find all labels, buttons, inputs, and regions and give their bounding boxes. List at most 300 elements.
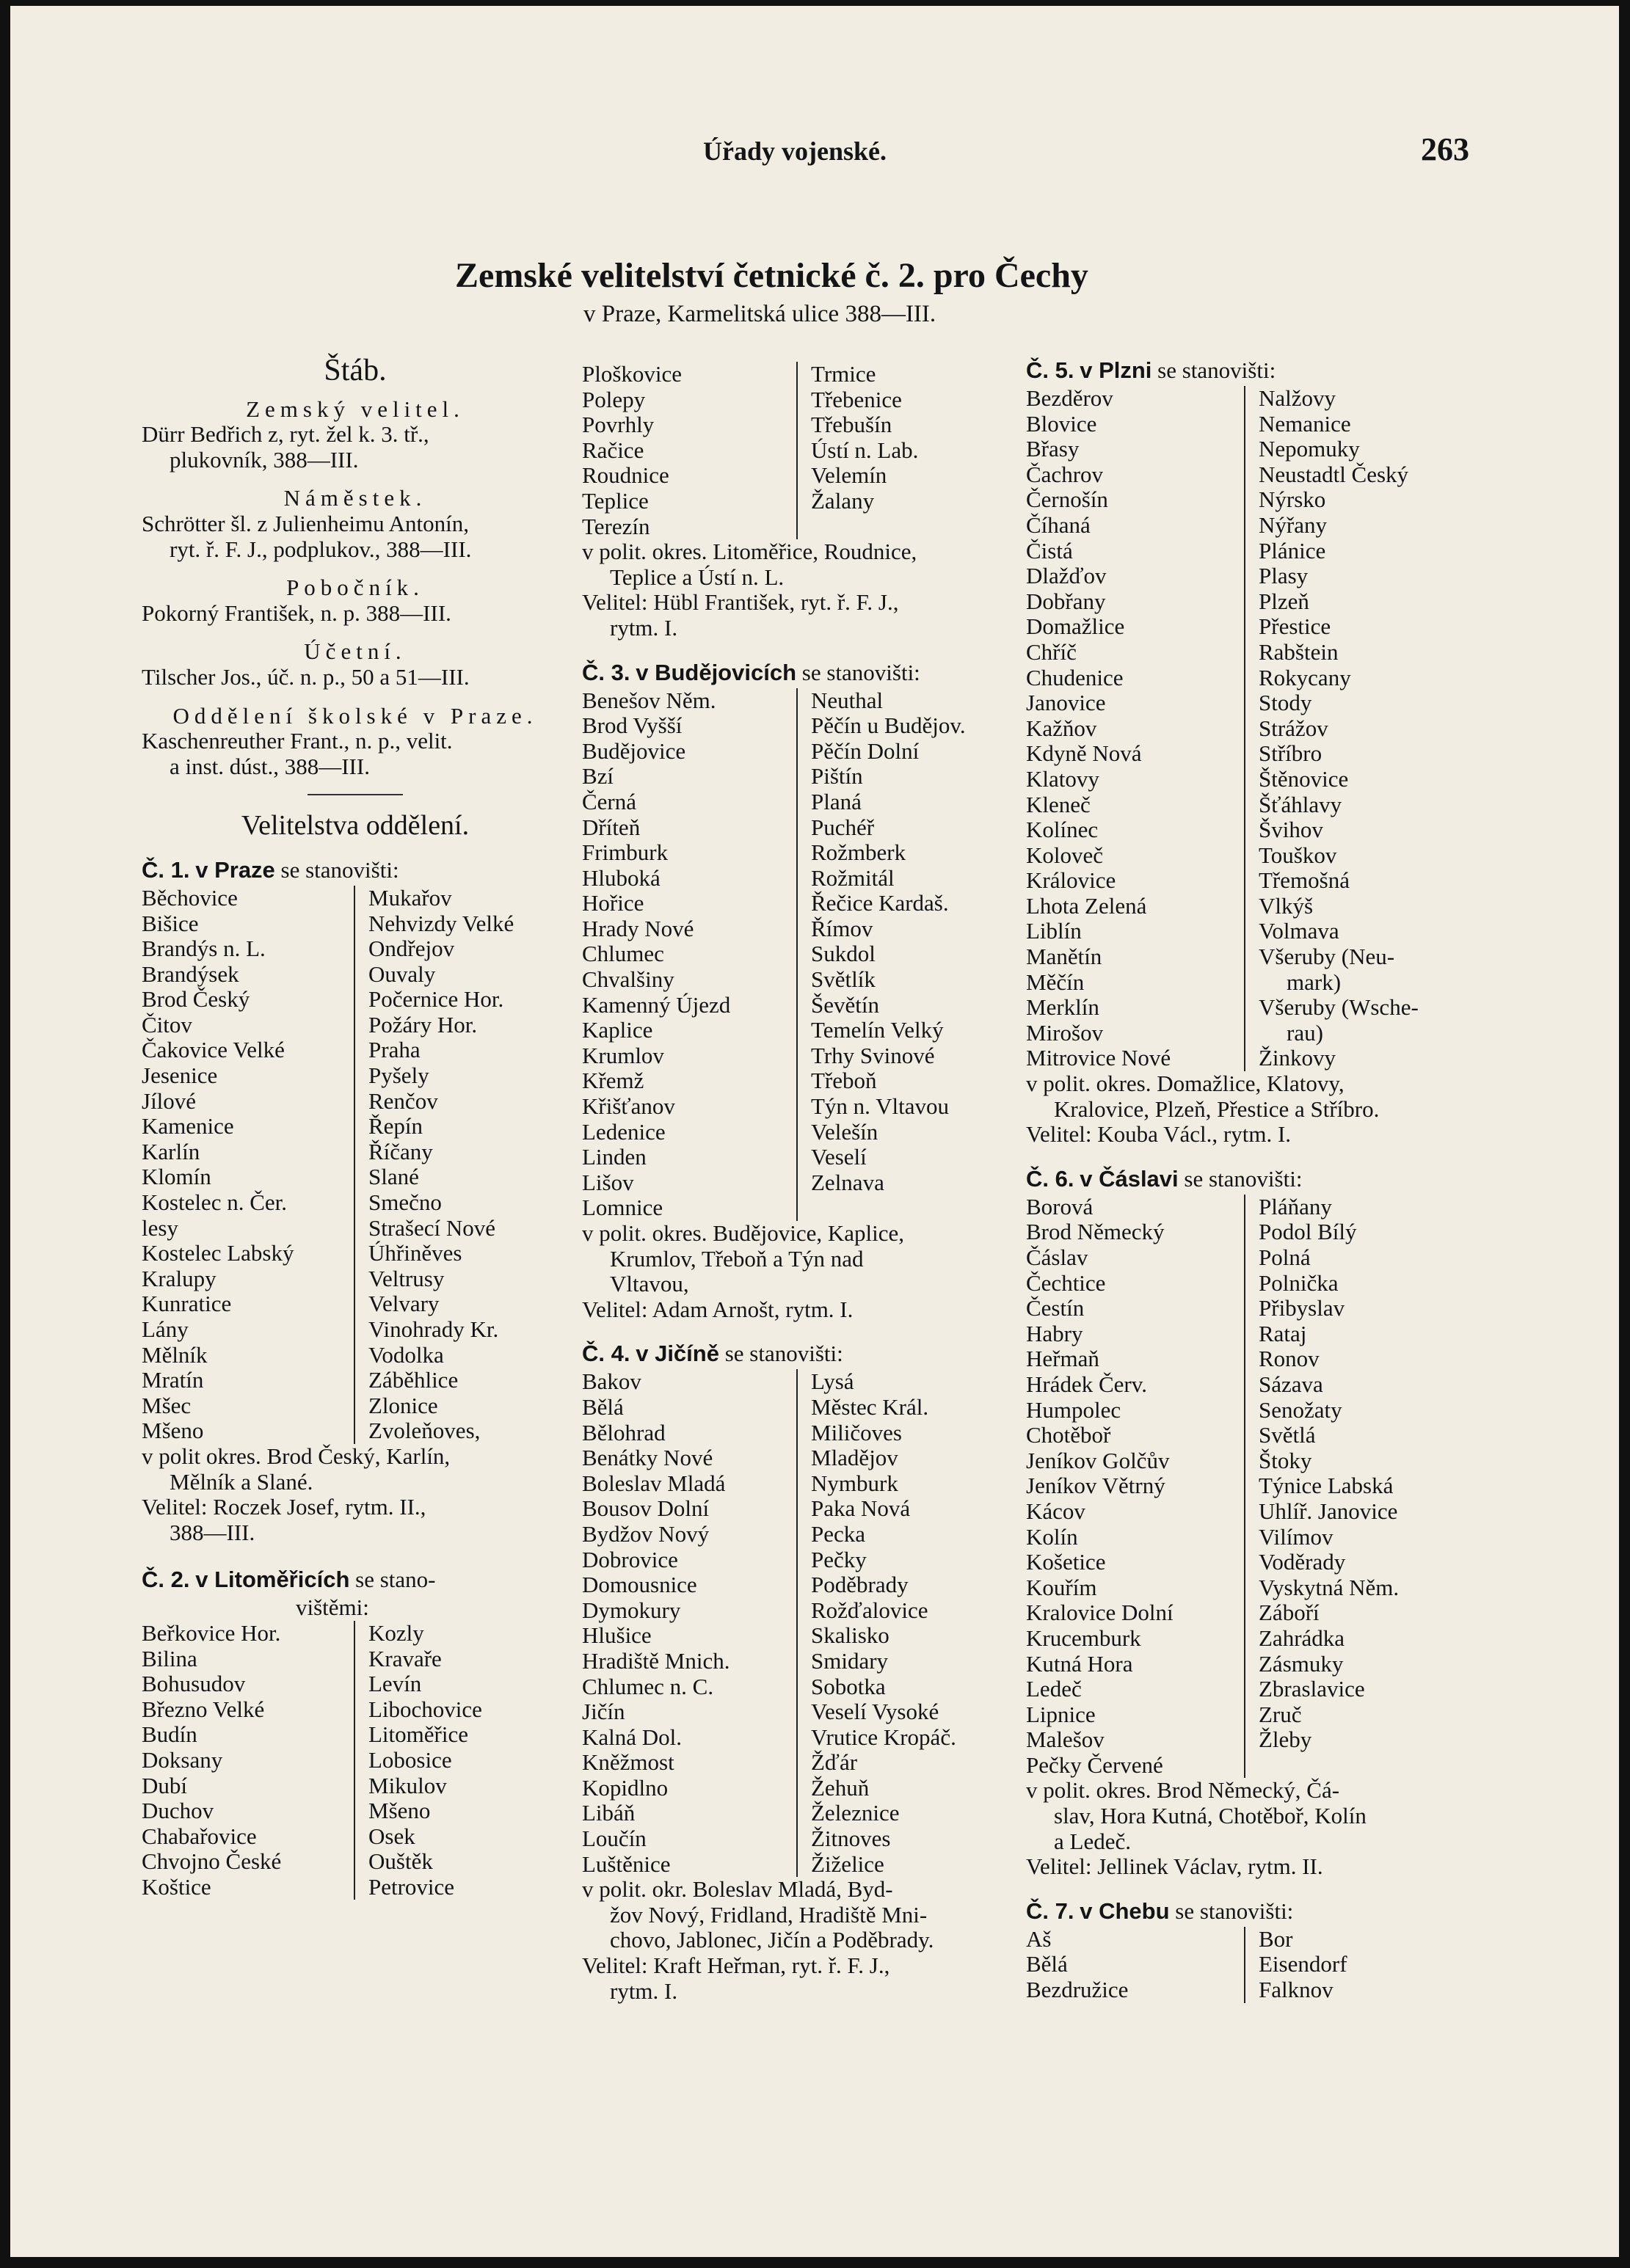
station-item: Pečky Červené <box>1026 1751 1163 1778</box>
station-item: Karlín <box>142 1138 200 1164</box>
section-1-list <box>142 886 569 1444</box>
station-item: Podol Bílý <box>1259 1219 1357 1245</box>
station-item: Hrádek Červ. <box>1026 1371 1147 1397</box>
station-item: mark) <box>1287 969 1342 995</box>
station-item: Bakov <box>582 1368 641 1395</box>
station-item: Uhlíř. Janovice <box>1259 1498 1398 1524</box>
note-line: Velitel: Kouba Václ., rytm. I. <box>1026 1121 1292 1148</box>
note-line: Krumlov, Třeboň a Týn nad <box>610 1245 864 1272</box>
station-item: Dříteň <box>582 814 641 840</box>
station-item: Kravaře <box>368 1645 442 1671</box>
station-item: Mikulov <box>368 1772 447 1798</box>
station-item: Pěčín Dolní <box>811 737 920 764</box>
station-item: Nehvizdy Velké <box>368 910 514 936</box>
station-item: Čachrov <box>1026 461 1104 487</box>
deputy-role: Náměstek. <box>283 485 427 511</box>
school-line: Kaschenreuther Frant., n. p., velit. <box>142 728 453 754</box>
station-item: Veselí <box>811 1144 867 1170</box>
deputy-line: ryt. ř. F. J., podplukov., 388—III. <box>170 536 472 562</box>
station-item: Ouštěk <box>368 1848 433 1875</box>
station-item: Počernice Hor. <box>368 986 504 1013</box>
station-item: Senožaty <box>1259 1396 1342 1423</box>
station-item: Benešov Něm. <box>582 687 716 713</box>
station-item: Velemín <box>811 462 887 489</box>
station-item: Žiželice <box>811 1851 884 1877</box>
station-item: Koloveč <box>1026 842 1104 868</box>
station-item: Blovice <box>1026 410 1097 437</box>
station-item: Budín <box>142 1721 197 1748</box>
station-item: Neustadtl Český <box>1259 461 1409 487</box>
station-item: Praha <box>368 1037 421 1063</box>
station-item: Křemž <box>582 1068 644 1094</box>
note-line: chovo, Jablonec, Jičín a Poděbrady. <box>610 1927 934 1953</box>
station-item: Žďár <box>811 1749 858 1776</box>
note-line: Velitel: Roczek Josef, rytm. II., <box>142 1494 426 1520</box>
station-item: Běchovice <box>142 884 238 911</box>
station-item: Teplice <box>582 487 649 514</box>
column-2 <box>582 362 1014 2004</box>
station-item: Rožmitál <box>811 864 895 891</box>
station-item: Libáň <box>582 1800 636 1826</box>
station-item: Dlažďov <box>1026 563 1107 589</box>
station-item: Třemošná <box>1259 867 1350 894</box>
station-item: Mladějov <box>811 1445 898 1471</box>
station-item: Liblín <box>1026 918 1082 944</box>
station-item: Bezděrov <box>1026 385 1113 411</box>
section-3-list <box>582 688 1014 1221</box>
station-item: Ševětín <box>811 991 879 1018</box>
commander-line: Dürr Bedřich z, ryt. žel k. 3. tř., <box>142 421 429 448</box>
station-item: Přestice <box>1259 613 1331 640</box>
station-item: Bezdružice <box>1026 1977 1129 2003</box>
station-item: Mšeno <box>368 1798 431 1824</box>
station-item: Štoky <box>1259 1447 1312 1473</box>
note-line: slav, Hora Kutná, Chotěboř, Kolín <box>1054 1803 1367 1829</box>
running-head: Úřady vojenské. <box>703 136 887 166</box>
station-item: Žitnoves <box>811 1826 891 1852</box>
station-item: Lobosice <box>368 1746 452 1773</box>
station-item: Chlumec n. C. <box>582 1673 714 1699</box>
station-item: Ploškovice <box>582 361 683 387</box>
station-item: Renčov <box>368 1087 438 1114</box>
station-item: Osek <box>368 1823 415 1849</box>
section-2-list <box>142 1621 569 1900</box>
station-item: Paka Nová <box>811 1495 911 1522</box>
station-item: Pecka <box>811 1520 866 1547</box>
station-item: Čáslav <box>1026 1244 1088 1270</box>
station-item: Mukařov <box>368 884 452 911</box>
station-item: Kamenný Újezd <box>582 991 731 1018</box>
station-item: Kdyně Nová <box>1026 740 1142 767</box>
section-7-list <box>1026 1927 1465 2003</box>
station-item: Brod Vyšší <box>582 712 683 739</box>
station-item: Kažňov <box>1026 715 1097 741</box>
station-item: Račice <box>582 437 644 463</box>
station-item: Vinohrady Kr. <box>368 1316 499 1342</box>
station-item: Měčín <box>1026 969 1085 995</box>
station-item: Petrovice <box>368 1873 455 1900</box>
departments-heading: Velitelstva oddělení. <box>241 810 470 842</box>
note-line: Velitel: Kraft Heřman, ryt. ř. F. J., <box>582 1952 890 1979</box>
station-item: Ústí n. Lab. <box>811 437 919 463</box>
station-item: Polnička <box>1259 1269 1339 1296</box>
station-item: Vodolka <box>368 1341 444 1368</box>
station-item: Jílové <box>142 1087 197 1114</box>
station-item: Borová <box>1026 1193 1094 1219</box>
station-item: Záboří <box>1259 1600 1320 1626</box>
station-item: Chudenice <box>1026 664 1124 690</box>
station-item: Krucemburk <box>1026 1625 1141 1651</box>
commander-role: Zemský velitel. <box>246 395 465 422</box>
note-line: Vltavou, <box>610 1271 689 1297</box>
station-item: Budějovice <box>582 737 686 764</box>
section-4-heading: Č. 4. v Jičíně se stanovišti: <box>582 1341 843 1367</box>
station-item: Velvary <box>368 1291 440 1317</box>
note-line: rytm. I. <box>610 614 678 641</box>
station-item: Mratín <box>142 1367 204 1393</box>
note-line: Teplice a Ústí n. L. <box>610 564 785 590</box>
station-item: Koštice <box>142 1873 211 1900</box>
station-item: Lysá <box>811 1368 854 1395</box>
divider <box>308 794 403 795</box>
station-item: Nýřany <box>1259 511 1327 538</box>
station-item: Zruč <box>1259 1701 1302 1727</box>
station-item: Pištín <box>811 763 863 790</box>
station-item: Polepy <box>582 386 646 412</box>
station-item: Temelín Velký <box>811 1017 944 1043</box>
station-item: Kutná Hora <box>1026 1650 1133 1677</box>
station-item: Jičín <box>582 1699 625 1725</box>
station-item: Zlonice <box>368 1392 438 1418</box>
station-item: Doksany <box>142 1746 223 1773</box>
section-2-heading: Č. 2. v Litoměřicích se stano- <box>142 1567 436 1593</box>
station-item: Hrady Nové <box>582 915 694 941</box>
station-item: Šťáhlavy <box>1259 791 1342 817</box>
station-item: Zvoleňoves, <box>368 1418 481 1444</box>
station-item: Bišice <box>142 910 199 936</box>
station-item: Sázava <box>1259 1371 1323 1397</box>
station-item: Klomín <box>142 1164 211 1190</box>
station-item: Janovice <box>1026 690 1106 716</box>
station-item: Terezín <box>582 513 650 539</box>
adjutant-line: Pokorný František, n. p. 388—III. <box>142 599 451 626</box>
note-line: v polit. okres. Litoměřice, Roudnice, <box>582 539 917 565</box>
station-item: Bor <box>1259 1925 1293 1952</box>
station-item: Smečno <box>368 1189 442 1216</box>
station-item: Povrhly <box>582 412 655 438</box>
station-item: Chvojno České <box>142 1848 282 1875</box>
station-item: Polná <box>1259 1244 1311 1270</box>
station-item: Kunratice <box>142 1291 232 1317</box>
note-line: v polit. okres. Brod Německý, Čá- <box>1026 1777 1340 1804</box>
station-item: Sukdol <box>811 941 876 967</box>
section-3-heading: Č. 3. v Budějovicích se stanovišti: <box>582 659 920 685</box>
note-line: Velitel: Adam Arnošt, rytm. I. <box>582 1296 854 1322</box>
station-item: Plánice <box>1259 537 1326 564</box>
station-item: Vrutice Kropáč. <box>811 1724 956 1750</box>
station-item: Třebenice <box>811 386 902 412</box>
note-line: žov Nový, Fridland, Hradiště Mni- <box>610 1901 928 1928</box>
staff-heading: Štáb. <box>324 354 387 387</box>
station-item: Křišťanov <box>582 1093 675 1120</box>
station-item: Bydžov Nový <box>582 1520 710 1547</box>
section-5-heading: Č. 5. v Plzni se stanovišti: <box>1026 357 1276 383</box>
section-7-heading: Č. 7. v Chebu se stanovišti: <box>1026 1897 1294 1924</box>
station-item: Kostelec n. Čer. <box>142 1189 288 1216</box>
station-item: Žehuň <box>811 1774 870 1801</box>
station-item: Rožďalovice <box>811 1597 928 1623</box>
note-line: rytm. I. <box>610 1977 678 2004</box>
station-item: Bělá <box>582 1393 624 1420</box>
station-item: Kácov <box>1026 1498 1085 1524</box>
station-item: Břasy <box>1026 436 1080 462</box>
station-item: Třebušín <box>811 412 892 438</box>
station-item: Řečice Kardaš. <box>811 890 949 916</box>
station-item: Levín <box>368 1671 422 1697</box>
station-item: Kolínec <box>1026 817 1099 843</box>
station-item: Požáry Hor. <box>368 1011 478 1038</box>
station-item: Puchéř <box>811 814 875 840</box>
station-item: Rataj <box>1259 1320 1307 1346</box>
station-item: Žalany <box>811 487 875 514</box>
station-item: Vlkýš <box>1259 892 1314 919</box>
station-item: Plzeň <box>1259 588 1309 614</box>
station-item: Vyskytná Něm. <box>1259 1574 1400 1600</box>
station-item: Čistá <box>1026 537 1073 564</box>
station-item: Strážov <box>1259 715 1328 741</box>
station-item: Mitrovice Nové <box>1026 1045 1171 1071</box>
station-item: Brod Český <box>142 986 250 1013</box>
station-item: Žinkovy <box>1259 1045 1336 1071</box>
station-item: Hlušice <box>582 1622 652 1649</box>
station-item: Všeruby (Wsche- <box>1259 994 1419 1021</box>
station-item: Ronov <box>1259 1346 1320 1372</box>
station-item: Libochovice <box>368 1696 482 1722</box>
station-item: Brandýsek <box>142 960 239 987</box>
station-item: lesy <box>142 1214 178 1241</box>
note-line: Velitel: Jellinek Václav, rytm. II. <box>1026 1853 1323 1880</box>
note-line: Mělník a Slané. <box>170 1468 313 1495</box>
station-item: Mirošov <box>1026 1019 1104 1046</box>
station-item: Heřmaň <box>1026 1346 1099 1372</box>
station-item: Volmava <box>1259 918 1339 944</box>
station-item: Bělohrad <box>582 1419 666 1445</box>
station-item: Bzí <box>582 763 614 790</box>
station-item: Luštěnice <box>582 1851 671 1877</box>
station-item: Hradiště Mnich. <box>582 1647 730 1674</box>
station-item: Kralovice Dolní <box>1026 1600 1174 1626</box>
station-item: Nýrsko <box>1259 486 1326 513</box>
commander-line: plukovník, 388—III. <box>170 446 359 473</box>
station-item: Strašecí Nové <box>368 1214 496 1241</box>
station-item: Pláňany <box>1259 1193 1332 1219</box>
station-item: Lány <box>142 1316 189 1342</box>
station-item: Ondřejov <box>368 936 455 962</box>
note-line: Kralovice, Plzeň, Přestice a Stříbro. <box>1054 1095 1380 1122</box>
station-item: Městec Král. <box>811 1393 929 1420</box>
station-item: Klatovy <box>1026 765 1099 792</box>
station-item: Kamenice <box>142 1113 234 1140</box>
accountant-line: Tilscher Jos., úč. n. p., 50 a 51—III. <box>142 663 470 690</box>
page-title: Zemské velitelství četnické č. 2. pro Čechy <box>455 256 1088 295</box>
station-item: Pečky <box>811 1546 867 1572</box>
station-item: Světlík <box>811 966 876 993</box>
station-item: Přibyslav <box>1259 1295 1345 1321</box>
deputy-line: Schrötter šl. z Julienheimu Antonín, <box>142 510 470 536</box>
station-item: Ledenice <box>582 1118 666 1145</box>
station-item: Lišov <box>582 1169 634 1195</box>
station-item: Slané <box>368 1164 419 1190</box>
station-item: Trmice <box>811 361 876 387</box>
station-item: Habry <box>1026 1320 1083 1346</box>
station-item: Miličoves <box>811 1419 902 1445</box>
station-item: Rabštein <box>1259 638 1339 665</box>
station-item: Manětín <box>1026 944 1102 970</box>
station-item: Švihov <box>1259 817 1323 843</box>
station-item: Falknov <box>1259 1977 1334 2003</box>
station-item: Loučín <box>582 1826 647 1852</box>
station-item: Týn n. Vltavou <box>811 1093 949 1120</box>
station-item: Beřkovice Hor. <box>142 1619 281 1646</box>
station-item: Benátky Nové <box>582 1445 713 1471</box>
station-item: Černošín <box>1026 486 1108 513</box>
note-line: v polit okres. Brod Český, Karlín, <box>142 1443 451 1469</box>
station-item: Domousnice <box>582 1572 697 1598</box>
station-item: Čakovice Velké <box>142 1037 285 1063</box>
station-item: Třeboň <box>811 1068 877 1094</box>
station-item: Žleby <box>1259 1726 1312 1753</box>
station-item: Lomnice <box>582 1195 663 1221</box>
station-item: Duchov <box>142 1798 214 1824</box>
station-item: Mšec <box>142 1392 192 1418</box>
station-item: Ouvaly <box>368 960 436 987</box>
station-item: Nepomuky <box>1259 436 1360 462</box>
note-line: v polit. okres. Domažlice, Klatovy, <box>1026 1071 1345 1097</box>
note-line: v polit. okr. Boleslav Mladá, Byd- <box>582 1876 893 1903</box>
station-item: Veltrusy <box>368 1265 445 1291</box>
column-3 <box>1026 358 1465 2003</box>
station-item: Kouřím <box>1026 1574 1097 1600</box>
station-item: Plasy <box>1259 563 1309 589</box>
station-item: Aš <box>1026 1925 1052 1952</box>
station-item: Římov <box>811 915 873 941</box>
station-item: Lhota Zelená <box>1026 892 1147 919</box>
station-item: Dubí <box>142 1772 187 1798</box>
station-item: Brandýs n. L. <box>142 936 266 962</box>
station-item: Malešov <box>1026 1726 1105 1753</box>
station-item: Mšeno <box>142 1418 204 1444</box>
station-item: Dymokury <box>582 1597 681 1623</box>
note-line: 388—III. <box>170 1519 255 1545</box>
section-6-list <box>1026 1195 1465 1779</box>
station-item: Rožmberk <box>811 839 906 866</box>
station-item: Brod Německý <box>1026 1219 1165 1245</box>
station-item: Boleslav Mladá <box>582 1470 726 1496</box>
section-4-list <box>582 1369 1014 1877</box>
station-item: Hluboká <box>582 864 661 891</box>
station-item: Číhaná <box>1026 511 1091 538</box>
section-2-list-cont <box>582 362 1014 539</box>
station-item: Planá <box>811 788 862 814</box>
station-item: Jesenice <box>142 1062 218 1089</box>
station-item: Úhřiněves <box>368 1240 462 1266</box>
station-item: Bohusudov <box>142 1671 246 1697</box>
station-item: Bilina <box>142 1645 197 1671</box>
station-item: Domažlice <box>1026 613 1125 640</box>
station-item: Štěnovice <box>1259 765 1349 792</box>
station-item: Čitov <box>142 1011 192 1038</box>
station-item: Chvalšiny <box>582 966 674 993</box>
station-item: Roudnice <box>582 462 669 489</box>
note-line: v polit. okres. Budějovice, Kaplice, <box>582 1220 905 1246</box>
station-item: Březno Velké <box>142 1696 265 1722</box>
station-item: Touškov <box>1259 842 1337 868</box>
station-item: Chříč <box>1026 638 1077 665</box>
station-item: Světlá <box>1259 1422 1316 1448</box>
station-item: Záběhlice <box>368 1367 459 1393</box>
page-subtitle: v Praze, Karmelitská ulice 388—III. <box>583 301 936 327</box>
station-item: Stody <box>1259 690 1312 716</box>
accountant-role: Účetní. <box>304 638 407 665</box>
station-item: Řepín <box>368 1113 423 1140</box>
station-item: rau) <box>1287 1019 1323 1046</box>
station-item: Sobotka <box>811 1673 886 1699</box>
column-1 <box>142 354 569 1900</box>
station-item: Kaplice <box>582 1017 653 1043</box>
station-item: Pěčín u Budějov. <box>811 712 966 739</box>
station-item: Bousov Dolní <box>582 1495 710 1522</box>
station-item: Frimburk <box>582 839 669 866</box>
station-item: Kopidlno <box>582 1774 669 1801</box>
station-item: Hořice <box>582 890 644 916</box>
station-item: Chotěboř <box>1026 1422 1111 1448</box>
station-item: Krumlov <box>582 1042 664 1068</box>
station-item: Kralupy <box>142 1265 217 1291</box>
station-item: Chabařovice <box>142 1823 257 1849</box>
station-item: Jeníkov Větrný <box>1026 1473 1165 1499</box>
station-item: Rokycany <box>1259 664 1351 690</box>
station-item: Zahrádka <box>1259 1625 1345 1651</box>
station-item: Týnice Labská <box>1259 1473 1394 1499</box>
station-item: Košetice <box>1026 1549 1106 1575</box>
station-item: Nymburk <box>811 1470 898 1496</box>
station-item: Humpolec <box>1026 1396 1121 1423</box>
station-item: Dobrovice <box>582 1546 678 1572</box>
station-item: Čestín <box>1026 1295 1085 1321</box>
adjutant-role: Pobočník. <box>286 575 424 601</box>
page-number: 263 <box>1421 131 1469 167</box>
station-item: Jeníkov Golčův <box>1026 1447 1170 1473</box>
station-item: Ledeč <box>1026 1676 1082 1702</box>
station-item: Veselí Vysoké <box>811 1699 939 1725</box>
section-1-heading: Č. 1. v Praze se stanovišti: <box>142 856 399 883</box>
section-5-list <box>1026 386 1465 1071</box>
station-item: Smidary <box>811 1647 889 1674</box>
station-item: Kněžmost <box>582 1749 674 1776</box>
station-item: Pyšely <box>368 1062 429 1089</box>
section-2-heading-cont: vištěmi: <box>296 1594 369 1621</box>
section-6-heading: Č. 6. v Čáslavi se stanovišti: <box>1026 1165 1303 1192</box>
station-item: Neuthal <box>811 687 884 713</box>
station-item: Čechtice <box>1026 1269 1106 1296</box>
station-item: Poděbrady <box>811 1572 909 1598</box>
station-item: Vilímov <box>1259 1523 1334 1550</box>
station-item: Zbraslavice <box>1259 1676 1365 1702</box>
station-item: Lipnice <box>1026 1701 1096 1727</box>
station-item: Říčany <box>368 1138 433 1164</box>
station-item: Kozly <box>368 1619 424 1646</box>
station-item: Merklín <box>1026 994 1099 1021</box>
